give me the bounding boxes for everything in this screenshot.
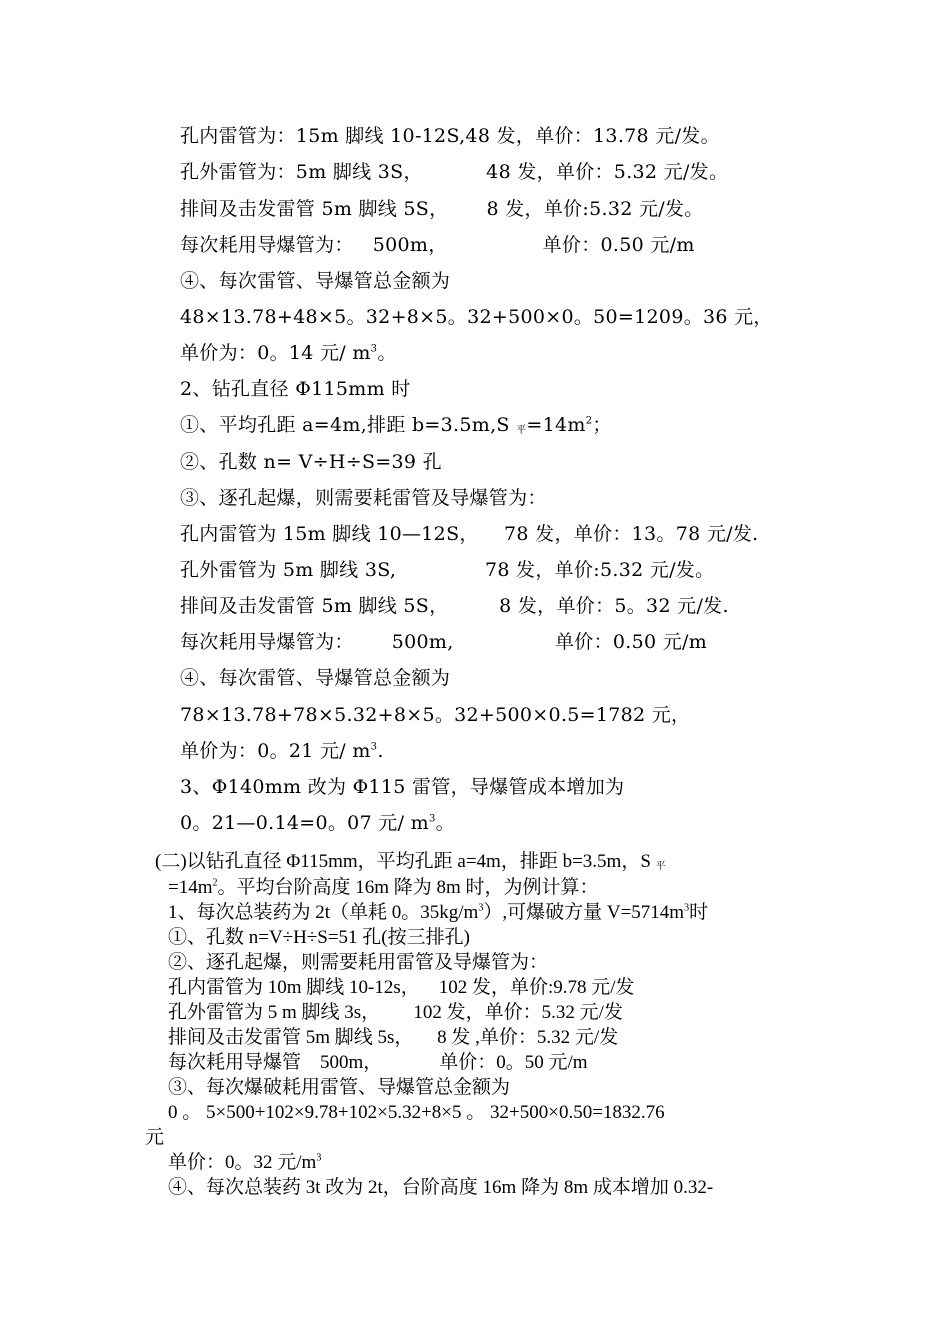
text-fragment: ； <box>592 414 612 436</box>
text-fragment: 单价：0。32 元/m <box>168 1152 317 1173</box>
text-line: 孔内雷管为 15m 脚线 10—12S， 78 发，单价：13。78 元/发. <box>180 523 759 545</box>
text-fragment: 单价为：0。14 元/ m <box>180 342 371 364</box>
text-line: 78×13.78+78×5.32+8×5。32+500×0.5=1782 元， <box>180 704 691 726</box>
text-line: 孔内雷管为 10m 脚线 10-12s， 102 发，单价:9.78 元/发 <box>168 977 635 998</box>
text-line: ④、每次总装药 3t 改为 2t，台阶高度 16m 降为 8m 成本增加 0.32- <box>168 1177 714 1198</box>
text-line: 2、钻孔直径 Φ115mm 时 <box>180 378 411 400</box>
subscript: 平 <box>655 861 666 872</box>
unit-price-line <box>180 344 397 363</box>
text-fragment: 时 <box>689 902 709 923</box>
superscript: 3 <box>370 343 378 355</box>
section-heading <box>155 852 666 871</box>
text-line: ④、每次雷管、导爆管总金额为 <box>180 667 451 689</box>
superscript: 2 <box>585 415 593 427</box>
cost-increase-line <box>180 814 455 833</box>
charge-line <box>168 903 708 922</box>
superscript: 3 <box>316 1152 322 1164</box>
text-fragment: 单价为：0。21 元/ m <box>180 740 371 762</box>
text-fragment: 1、每次总装药为 2t（单耗 0。35kg/m <box>168 902 479 923</box>
text-line: 每次耗用导爆管为： 500m, 单价：0.50 元/m <box>180 631 708 653</box>
text-line: ③、逐孔起爆，则需要耗雷管及导爆管为： <box>180 487 547 509</box>
text-fragment: (二)以钻孔直径 Φ115mm，平均孔距 a=4m，排距 b=3.5m，S <box>155 851 656 872</box>
spacing-line <box>180 416 612 435</box>
unit-price-line <box>168 1153 321 1172</box>
text-line: 每次耗用导爆管 500m， 单价：0。50 元/m <box>168 1052 588 1073</box>
superscript: 3 <box>478 902 484 914</box>
text-fragment: ①、平均孔距 a=4m,排距 b=3.5m,S <box>180 414 517 436</box>
text-fragment: 。 <box>377 342 397 364</box>
text-line: ①、孔数 n=V÷H÷S=51 孔(按三排孔) <box>168 927 470 948</box>
section-heading-cont <box>168 878 599 897</box>
text-fragment: 0。21—0.14=0。07 元/ m <box>180 812 429 834</box>
text-line: 孔内雷管为：15m 脚线 10-12S,48 发，单价：13.78 元/发。 <box>180 125 720 147</box>
text-line: 排间及击发雷管 5m 脚线 5s， 8 发 ,单价：5.32 元/发 <box>168 1027 619 1048</box>
text-line: 每次耗用导爆管为： 500m， 单价：0.50 元/m <box>180 234 695 256</box>
text-line: ③、每次爆破耗用雷管、导爆管总金额为 <box>168 1077 511 1098</box>
superscript: 3 <box>428 813 436 825</box>
superscript: 2 <box>212 877 218 889</box>
text-line: 48×13.78+48×5。32+8×5。32+500×0。50=1209。36 元， <box>180 306 773 328</box>
text-fragment: 。平均台阶高度 16m 降为 8m 时，为例计算： <box>217 877 599 898</box>
subscript: 平 <box>516 425 527 436</box>
text-line: 孔外雷管为 5 m 脚线 3s， 102 发，单价：5.32 元/发 <box>168 1002 623 1023</box>
text-line: 排间及击发雷管 5m 脚线 5S， 8 发，单价：5。32 元/发. <box>180 595 729 617</box>
text-line: 排间及击发雷管 5m 脚线 5S， 8 发，单价:5.32 元/发。 <box>180 198 704 220</box>
text-fragment: . <box>377 740 384 762</box>
text-line: ④、每次雷管、导爆管总金额为 <box>180 270 451 292</box>
text-fragment: 。 <box>435 812 455 834</box>
total-unit: 元 <box>145 1127 165 1148</box>
unit-price-line <box>180 742 384 761</box>
superscript: 3 <box>684 902 690 914</box>
text-line: 孔外雷管为 5m 脚线 3S, 78 发，单价:5.32 元/发。 <box>180 559 715 581</box>
text-line: 孔外雷管为：5m 脚线 3S， 48 发，单价：5.32 元/发。 <box>180 161 729 183</box>
text-fragment: ）,可爆破方量 V=5714m <box>483 902 685 923</box>
text-line: ②、逐孔起爆，则需要耗用雷管及导爆管为： <box>168 952 549 973</box>
text-fragment: =14m <box>168 877 213 898</box>
superscript: 3 <box>370 741 378 753</box>
text-line: 3、Φ140mm 改为 Φ115 雷管，导爆管成本增加为 <box>180 776 625 798</box>
text-fragment: =14m <box>526 414 586 436</box>
text-line: ②、孔数 n= V÷H÷S=39 孔 <box>180 451 442 473</box>
total-line: 0 。 5×500+102×9.78+102×5.32+8×5 。 32+500×0.50=1832.76 <box>168 1102 665 1123</box>
